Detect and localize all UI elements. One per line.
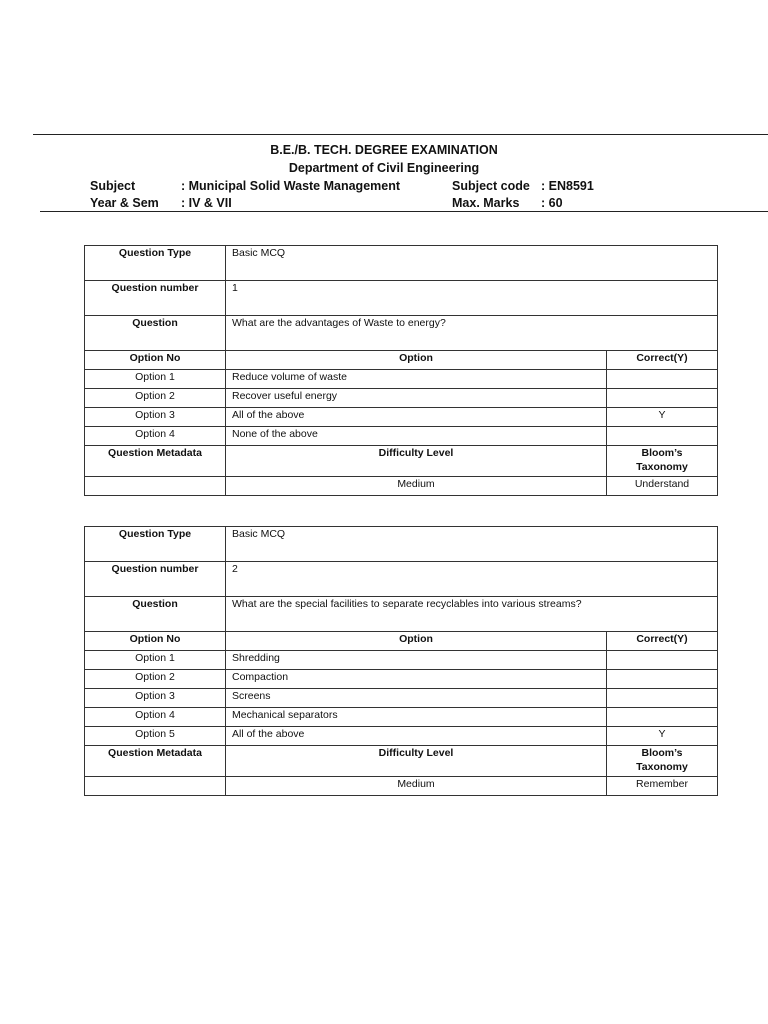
question-table-2	[84, 526, 718, 796]
difficulty-value: Medium	[226, 777, 607, 796]
option-correct	[607, 708, 718, 727]
option-correct	[607, 389, 718, 408]
question-type-value: Basic MCQ	[226, 527, 718, 562]
year-sem-value: : IV & VII	[181, 196, 232, 210]
option-correct: Y	[607, 727, 718, 746]
option-text: None of the above	[226, 427, 607, 446]
option-no: Option 3	[85, 408, 226, 427]
option-correct	[607, 370, 718, 389]
option-no: Option 3	[85, 689, 226, 708]
blooms-line-2: Taxonomy	[636, 461, 688, 473]
question-metadata-label: Question Metadata	[85, 446, 226, 477]
metadata-empty-cell	[85, 777, 226, 796]
option-correct	[607, 427, 718, 446]
question-metadata-label: Question Metadata	[85, 746, 226, 777]
subject-code-label: Subject code	[452, 179, 530, 193]
blooms-taxonomy-header	[607, 746, 718, 777]
option-correct	[607, 689, 718, 708]
year-sem-label: Year & Sem	[90, 196, 159, 210]
correct-header: Correct(Y)	[607, 632, 718, 651]
option-text: All of the above	[226, 727, 607, 746]
option-text: All of the above	[226, 408, 607, 427]
option-header: Option	[226, 351, 607, 370]
option-text: Screens	[226, 689, 607, 708]
question-type-label: Question Type	[85, 527, 226, 562]
blooms-value: Understand	[607, 477, 718, 496]
option-text: Mechanical separators	[226, 708, 607, 727]
header-bottom-rule	[40, 211, 768, 212]
option-no-header: Option No	[85, 632, 226, 651]
blooms-taxonomy-header	[607, 446, 718, 477]
question-label: Question	[85, 316, 226, 351]
blooms-line-2: Taxonomy	[636, 761, 688, 773]
exam-title: B.E./B. TECH. DEGREE EXAMINATION	[270, 143, 498, 157]
correct-header: Correct(Y)	[607, 351, 718, 370]
question-text: What are the special facilities to separate recyclables into various streams?	[226, 597, 718, 632]
blooms-line-1: Bloom’s	[641, 447, 683, 459]
option-no: Option 5	[85, 727, 226, 746]
option-text: Recover useful energy	[226, 389, 607, 408]
option-text: Compaction	[226, 670, 607, 689]
question-number-label: Question number	[85, 562, 226, 597]
metadata-empty-cell	[85, 477, 226, 496]
option-text: Reduce volume of waste	[226, 370, 607, 389]
option-header: Option	[226, 632, 607, 651]
option-correct	[607, 670, 718, 689]
option-correct	[607, 651, 718, 670]
max-marks-label: Max. Marks	[452, 196, 520, 210]
option-no-header: Option No	[85, 351, 226, 370]
blooms-line-1: Bloom’s	[641, 747, 683, 759]
difficulty-level-header: Difficulty Level	[226, 446, 607, 477]
header-top-rule	[33, 134, 768, 135]
option-no: Option 4	[85, 427, 226, 446]
question-label: Question	[85, 597, 226, 632]
department-title: Department of Civil Engineering	[288, 161, 480, 175]
question-number-label: Question number	[85, 281, 226, 316]
subject-value: : Municipal Solid Waste Management	[181, 179, 401, 193]
question-table-1	[84, 245, 718, 496]
difficulty-value: Medium	[226, 477, 607, 496]
option-no: Option 2	[85, 670, 226, 689]
difficulty-level-header: Difficulty Level	[226, 746, 607, 777]
subject-label: Subject	[90, 179, 136, 193]
question-type-label: Question Type	[85, 246, 226, 281]
question-number-value: 1	[226, 281, 718, 316]
option-text: Shredding	[226, 651, 607, 670]
subject-code-value: : EN8591	[541, 179, 594, 193]
option-no: Option 1	[85, 370, 226, 389]
option-no: Option 2	[85, 389, 226, 408]
max-marks-value: : 60	[541, 196, 563, 210]
question-number-value: 2	[226, 562, 718, 597]
option-no: Option 4	[85, 708, 226, 727]
question-text: What are the advantages of Waste to energy?	[226, 316, 718, 351]
option-no: Option 1	[85, 651, 226, 670]
question-type-value: Basic MCQ	[226, 246, 718, 281]
option-correct: Y	[607, 408, 718, 427]
blooms-value: Remember	[607, 777, 718, 796]
